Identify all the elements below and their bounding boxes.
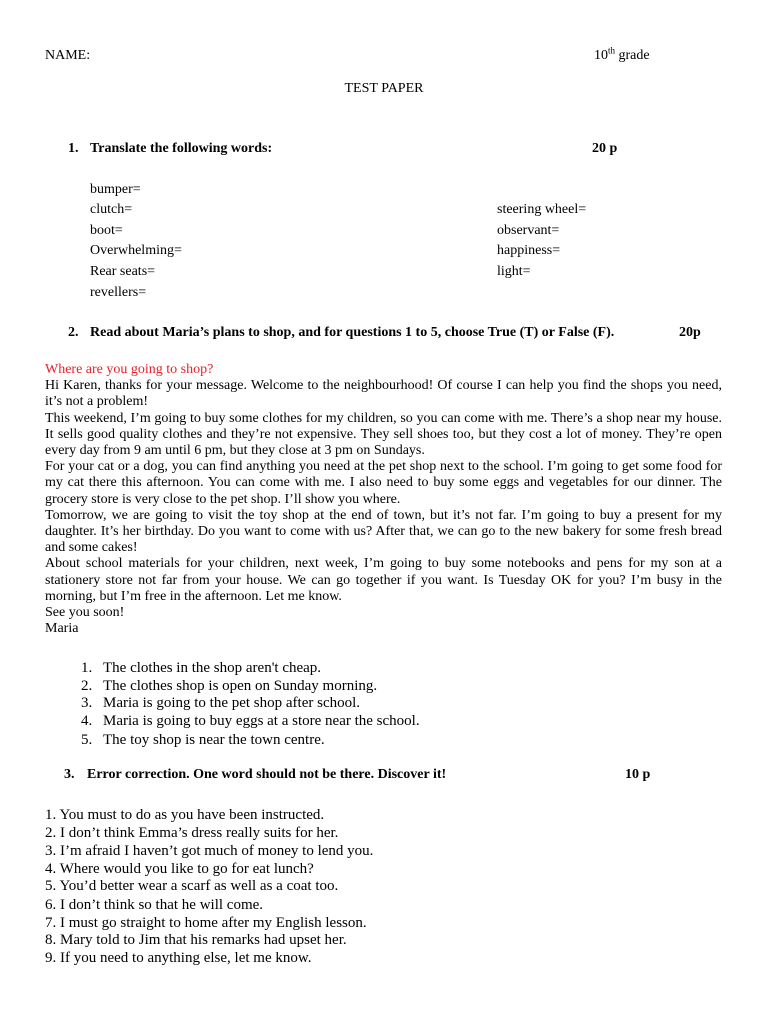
- statement-number: 1.: [81, 660, 93, 676]
- statement-number: 3.: [81, 695, 93, 711]
- statement-text: The clothes shop is open on Sunday morning.: [103, 678, 378, 694]
- statement-text: Maria is going to buy eggs at a store near the school.: [103, 713, 420, 729]
- section3-heading: Error correction. One word should not be there. Discover it!: [87, 767, 447, 782]
- reading-passage: [45, 362, 722, 637]
- error-sentence: 5. You’d better wear a scarf as well as a coat too.: [45, 878, 339, 894]
- passage-signoff: See you soon!: [45, 605, 125, 621]
- error-sentence: 3. I’m afraid I haven’t got much of money to lend you.: [45, 843, 374, 859]
- statement-text: The clothes in the shop aren't cheap.: [103, 660, 322, 676]
- section2-heading: Read about Maria’s plans to shop, and for questions 1 to 5, choose True (T) or False (F).: [90, 325, 615, 340]
- word-right: light=: [497, 264, 531, 279]
- section1-heading: Translate the following words:: [90, 141, 273, 156]
- passage-title: Where are you going to shop?: [45, 362, 214, 377]
- grade-word: grade: [615, 48, 650, 63]
- error-sentence: 8. Mary told to Jim that his remarks had upset her.: [45, 932, 347, 948]
- word-left: Rear seats=: [90, 264, 156, 279]
- passage-signature: Maria: [45, 621, 79, 637]
- grade-number: 10: [594, 48, 608, 63]
- grade-suffix: th: [608, 45, 616, 56]
- passage-paragraph: Hi Karen, thanks for your message. Welcome to the neighbourhood! Of course I can help you find the shops you need, it’s not a problem!: [45, 378, 722, 410]
- error-sentence: 4. Where would you like to go for eat lunch?: [45, 861, 314, 877]
- section3-number: 3.: [64, 767, 75, 782]
- statement-number: 2.: [81, 678, 93, 694]
- section2-number: 2.: [68, 325, 79, 340]
- error-sentence: 2. I don’t think Emma’s dress really suits for her.: [45, 825, 339, 841]
- statement-number: 4.: [81, 713, 93, 729]
- word-right: steering wheel=: [497, 202, 587, 217]
- error-sentence: 1. You must to do as you have been instructed.: [45, 807, 325, 823]
- section3-points: 10 p: [625, 767, 651, 782]
- word-right: observant=: [497, 223, 560, 238]
- word-left: Overwhelming=: [90, 243, 182, 258]
- section1-points: 20 p: [592, 141, 618, 156]
- passage-paragraph: For your cat or a dog, you can find anything you need at the pet shop next to the school. I’m going to get some food for my cat there this afternoon. You can come with me. I also need to buy some eggs and vegetables for our dinner. The grocery store is very close to the pet shop. I’ll show you where.: [45, 459, 722, 507]
- page-title: TEST PAPER: [344, 81, 424, 96]
- section1-number: 1.: [68, 141, 79, 156]
- passage-paragraph: Tomorrow, we are going to visit the toy shop at the end of town, but it’s not far. I’m going to buy a present for my daughter. It’s her birthday. Do you want to come with us? After that, we can go to the new bakery for some fresh bread and some cakes!: [45, 507, 722, 556]
- word-left: bumper=: [90, 182, 141, 197]
- error-sentence: 9. If you need to anything else, let me know.: [45, 950, 312, 966]
- name-label: NAME:: [45, 48, 91, 63]
- section2-points: 20p: [679, 325, 701, 340]
- statement-text: The toy shop is near the town centre.: [103, 732, 325, 748]
- statement-text: Maria is going to the pet shop after school.: [103, 695, 361, 711]
- error-sentence: 6. I don’t think so that he will come.: [45, 897, 264, 913]
- word-left: boot=: [90, 223, 123, 238]
- word-left: clutch=: [90, 202, 133, 217]
- word-left: revellers=: [90, 285, 147, 300]
- grade-label: [594, 45, 650, 64]
- error-sentence: 7. I must go straight to home after my English lesson.: [45, 915, 367, 931]
- word-right: happiness=: [497, 243, 561, 258]
- passage-paragraph: This weekend, I’m going to buy some clothes for my children, so you can come with me. There’s a shop near my house. It sells good quality clothes and they’re not expensive. They sell shoes too, but they cost a lot of money. They’re open every day from 9 am until 6 pm, but they close at 3 pm on Sundays.: [45, 410, 722, 459]
- passage-paragraph: About school materials for your children, next week, I’m going to buy some notebooks and pens for my son at a stationery store not far from your house. We can go together if you want. Is Tuesday OK for you? I’m busy in the morning, but I’m free in the afternoon. Let me know.: [45, 556, 722, 604]
- statement-number: 5.: [81, 732, 93, 748]
